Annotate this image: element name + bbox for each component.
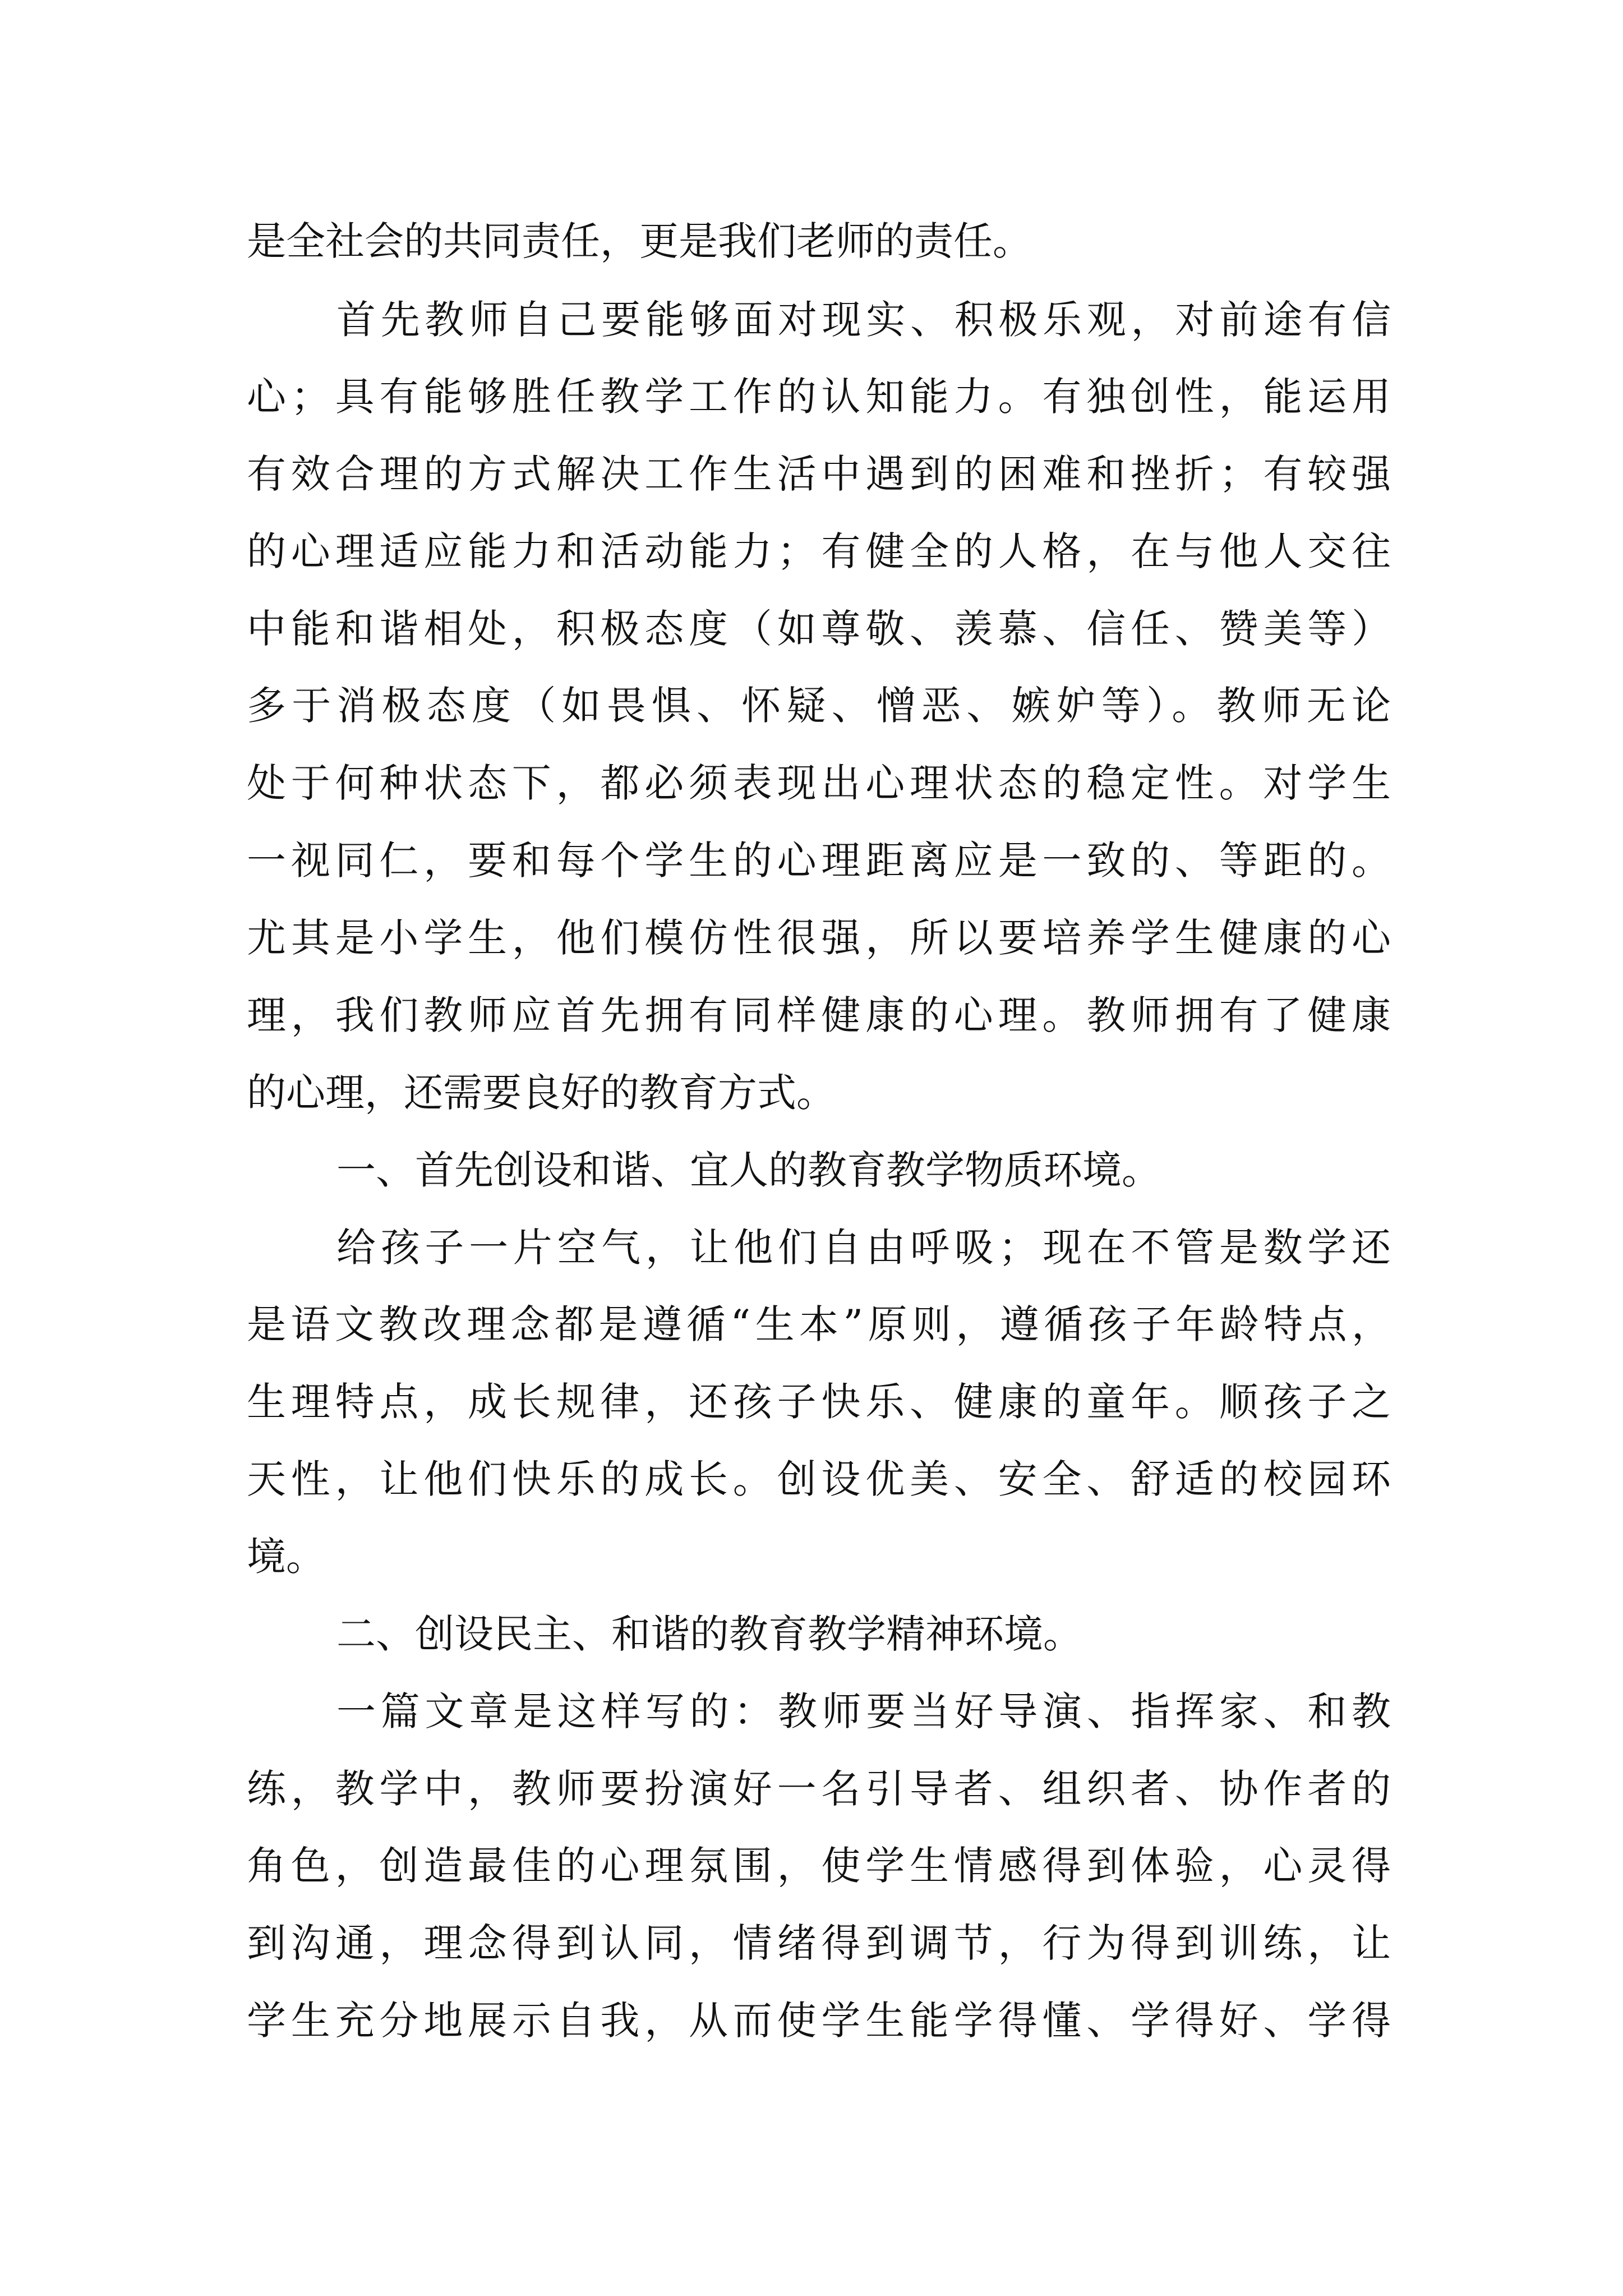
- text-line: 的心理适应能力和活动能力；有健全的人格，在与他人交往: [247, 528, 1391, 574]
- text-line: 处于何种状态下，都必须表现出心理状态的稳定性。对学生: [247, 760, 1391, 806]
- text-line: 境。: [247, 1534, 325, 1580]
- text-line: 一视同仁，要和每个学生的心理距离应是一致的、等距的。: [247, 838, 1391, 884]
- section-heading-1: 一、首先创设和谐、宜人的教育教学物质环境。: [336, 1147, 1161, 1193]
- text-line: 练，教学中，教师要扮演好一名引导者、组织者、协作者的: [247, 1766, 1391, 1812]
- text-line: 生理特点，成长规律，还孩子快乐、健康的童年。顺孩子之: [247, 1379, 1391, 1425]
- text-line: 的心理，还需要良好的教育方式。: [247, 1070, 836, 1116]
- text-line: 是全社会的共同责任，更是我们老师的责任。: [247, 218, 1032, 264]
- text-line: 多于消极态度（如畏惧、怀疑、憎恶、嫉妒等）。教师无论: [247, 683, 1391, 729]
- text-line: 尤其是小学生，他们模仿性很强，所以要培养学生健康的心: [247, 915, 1391, 961]
- text-line: 到沟通，理念得到认同，情绪得到调节，行为得到训练，让: [247, 1920, 1391, 1966]
- text-line: 是语文教改理念都是遵循“生本”原则，遵循孩子年龄特点，: [247, 1301, 1391, 1347]
- text-line: 中能和谐相处，积极态度（如尊敬、羡慕、信任、赞美等）: [247, 606, 1391, 652]
- text-line: 首先教师自己要能够面对现实、积极乐观，对前途有信: [336, 297, 1391, 343]
- text-line: 学生充分地展示自我，从而使学生能学得懂、学得好、学得: [247, 1998, 1391, 2044]
- text-line: 理，我们教师应首先拥有同样健康的心理。教师拥有了健康: [247, 992, 1391, 1038]
- text-line: 角色，创造最佳的心理氛围，使学生情感得到体验，心灵得: [247, 1843, 1391, 1889]
- section-heading-2: 二、创设民主、和谐的教育教学精神环境。: [336, 1611, 1082, 1657]
- text-line: 一篇文章是这样写的：教师要当好导演、指挥家、和教: [336, 1688, 1391, 1734]
- text-line: 给孩子一片空气，让他们自由呼吸；现在不管是数学还: [336, 1225, 1391, 1271]
- text-line: 有效合理的方式解决工作生活中遇到的困难和挫折；有较强: [247, 451, 1391, 497]
- text-line: 心；具有能够胜任教学工作的认知能力。有独创性，能运用: [247, 374, 1391, 420]
- text-line: 天性，让他们快乐的成长。创设优美、安全、舒适的校园环: [247, 1456, 1391, 1502]
